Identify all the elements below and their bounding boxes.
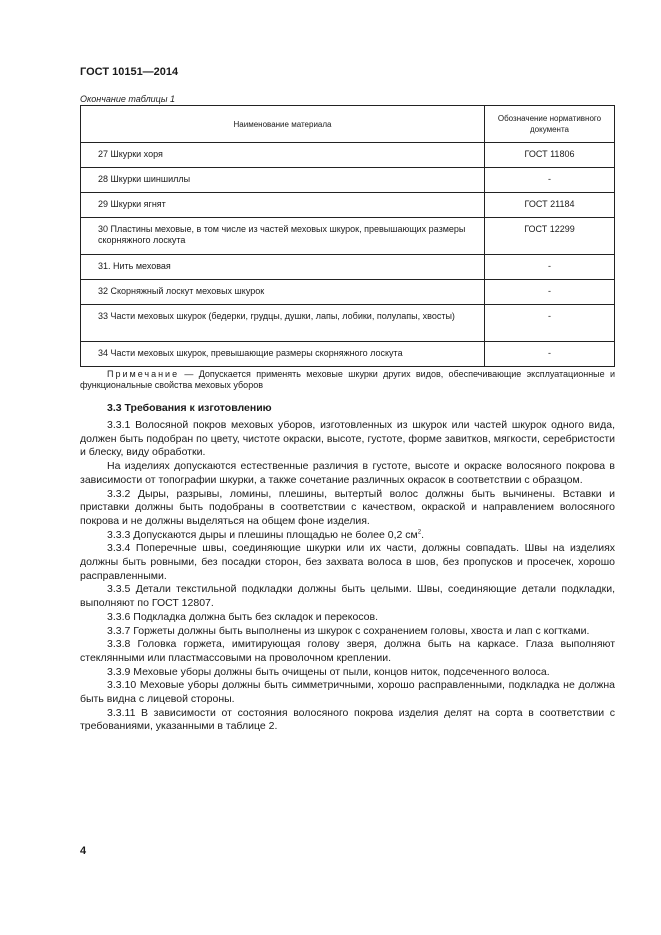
table-note — [80, 369, 615, 391]
page-number: 4 — [80, 845, 87, 857]
materials-table — [80, 105, 615, 367]
note-label: Примечание — [107, 369, 180, 379]
table-caption: Окончание таблицы 1 — [80, 94, 175, 104]
material-name: 31. Нить меховая — [81, 255, 485, 280]
material-name: 34 Части меховых шкурок, превышающие размеры скорняжного лоскута — [81, 342, 485, 367]
material-name: 33 Части меховых шкурок (бедерки, грудцы, душки, лапы, лобики, полулапы, хвосты) — [81, 305, 485, 342]
standard-id: ГОСТ 10151—2014 — [80, 66, 179, 78]
paragraph: 3.3.10 Меховые уборы должны быть симметричными, хорошо расправленными, подкладка не должна быть видна с лицевой стороны. — [80, 679, 615, 706]
table-row — [81, 305, 615, 342]
paragraph: 3.3.11 В зависимости от состояния волосяного покрова изделия делят на сорта в соответствии с требованиями, указанными в таблице 2. — [80, 706, 615, 733]
paragraph: 3.3.7 Горжеты должны быть выполнены из шкурок с сохранением головы, хвоста и лап с когтками. — [107, 624, 590, 637]
material-name: 29 Шкурки ягнят — [81, 193, 485, 218]
paragraph: 3.3.1 Волосяной покров меховых уборов, изготовленных из шкурок или частей шкурок одного вида, должен быть подобран по цвету, чистоте окраски, высоте, густоте, форме завитков, мягкости, серебристости и блеску, виду обработки. — [80, 419, 615, 459]
table-row — [81, 143, 615, 168]
table-row — [81, 255, 615, 280]
col-header-material: Наименование материала — [81, 106, 485, 143]
material-name: 28 Шкурки шиншиллы — [81, 168, 485, 193]
paragraph: 3.3.2 Дыры, разрывы, ломины, плешины, вытертый волос должны быть вычинены. Вставки и приставки должны быть подобраны в соответствии с качеством, окраской и направлением волосяного покрова и не должны выделяться на общем фоне изделия. — [80, 487, 615, 527]
table-row — [81, 280, 615, 305]
table-row — [81, 342, 615, 367]
paragraph: 3.3.5 Детали текстильной подкладки должны быть целыми. Швы, соединяющие детали подкладки, выполняют по ГОСТ 12807. — [80, 583, 615, 610]
table-row — [81, 168, 615, 193]
material-name: 27 Шкурки хоря — [81, 143, 485, 168]
table-row — [81, 193, 615, 218]
material-name: 30 Пластины меховые, в том числе из частей меховых шкурок, превышающих размеры скорняжного лоскута — [81, 218, 485, 255]
document-ref: - — [485, 280, 615, 305]
section-body — [80, 419, 615, 734]
table-header-row — [81, 106, 615, 143]
section-heading: 3.3 Требования к изготовлению — [107, 402, 272, 414]
paragraph: На изделиях допускаются естественные различия в густоте, высоте и окраске волосяного покрова в зависимости от топографии шкурки, а также сочетание различных окрасок в соответствии с образцом. — [80, 460, 615, 486]
note-text: — Допускается применять меховые шкурки других видов, обеспечивающие эксплуатационные и функциональные свойства меховых уборов — [80, 369, 615, 390]
document-ref: - — [485, 305, 615, 342]
paragraph: 3.3.9 Меховые уборы должны быть очищены от пыли, концов ниток, подсеченного волоса. — [107, 665, 550, 678]
paragraph — [80, 529, 615, 543]
col-header-document: Обозначение нормативного документа — [485, 106, 615, 143]
document-ref: ГОСТ 11806 — [485, 143, 615, 168]
document-ref: - — [485, 342, 615, 367]
superscript: 2 — [417, 529, 422, 536]
table-row — [81, 218, 615, 255]
paragraph-end: . — [421, 528, 425, 541]
document-ref: - — [485, 255, 615, 280]
document-ref: - — [485, 168, 615, 193]
document-ref: ГОСТ 12299 — [485, 218, 615, 255]
material-name: 32 Скорняжный лоскут меховых шкурок — [81, 280, 485, 305]
paragraph: 3.3.4 Поперечные швы, соединяющие шкурки или их части, должны совпадать. Швы на изделиях должны быть ровными, без посадки сторон, без захвата волоса в шов, без пропусков и просечек, хорошо расправленными. — [80, 542, 615, 582]
document-ref: ГОСТ 21184 — [485, 193, 615, 218]
paragraph: 3.3.8 Головка горжета, имитирующая голову зверя, должна быть на каркасе. Глаза выполняют стеклянными или пластмассовыми на проволочном креплении. — [80, 638, 615, 664]
paragraph: 3.3.6 Подкладка должна быть без складок и перекосов. — [107, 610, 379, 623]
paragraph-text: 3.3.3 Допускаются дыры и плешины площадью не более 0,2 см — [107, 528, 418, 541]
